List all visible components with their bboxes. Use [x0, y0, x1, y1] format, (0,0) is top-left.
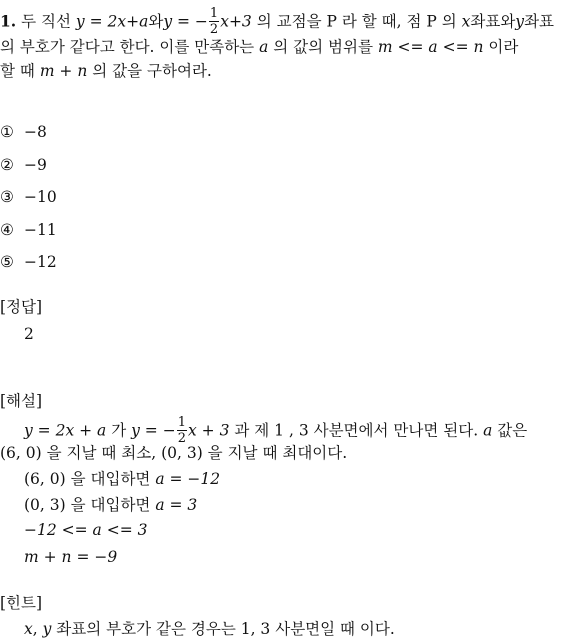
question-line-3	[0, 61, 212, 81]
explanation-line3-math: a = −12	[155, 470, 221, 488]
conjunction: 와	[148, 12, 164, 31]
question-line2-mid: 의 값의 범위를	[268, 38, 378, 56]
question-line2-prefix: 의 부호가 같다고 한다. 이를 만족하는	[0, 38, 260, 56]
y-variable: y	[515, 12, 525, 31]
x-variable: x	[461, 12, 471, 31]
explanation-line-6: m + n = −9	[24, 548, 118, 566]
hint-title: [힌트]	[0, 594, 43, 612]
question-line3-suffix: 의 값을 구하여라.	[87, 62, 212, 80]
choice-1[interactable]	[0, 121, 47, 143]
equation-2-fraction	[209, 7, 219, 36]
choice-4[interactable]	[0, 219, 57, 241]
question-line1-suffix: 의 교점을 P 라 할 때, 점 P 의	[251, 12, 462, 31]
question-line-1	[0, 8, 554, 37]
choice-3[interactable]	[0, 186, 57, 208]
explanation-line4-math: a = 3	[155, 496, 198, 514]
explanation-line-2: (6, 0) 을 지날 때 최소, (0, 3) 을 지날 때 최대이다.	[0, 444, 348, 462]
fraction-denominator: 2	[177, 431, 186, 446]
explanation-eq2-right: x + 3	[188, 421, 230, 440]
hint-line	[24, 619, 395, 639]
explanation-line4-text: (0, 3) 을 대입하면	[24, 496, 156, 514]
choice-marker: ①	[0, 123, 14, 141]
hint-y: y	[42, 620, 52, 638]
hint-text: 좌표의 부호가 같은 경우는 1, 3 사분면일 때 이다.	[51, 620, 395, 638]
choice-value: −9	[24, 156, 47, 174]
fraction-numerator: 1	[209, 6, 219, 21]
question-number: 1.	[0, 11, 17, 31]
explanation-eq1: y = 2x + a	[24, 421, 107, 440]
hint-separator: ,	[32, 620, 43, 638]
question-line1-prefix: 두 직선	[21, 12, 76, 31]
explanation-line-3	[24, 469, 220, 489]
equation-2-left: y = −	[163, 12, 208, 31]
explanation-line-4	[24, 495, 197, 515]
choice-value: −12	[24, 253, 57, 271]
choice-2[interactable]	[0, 154, 47, 176]
equation-2-right: x+3	[220, 12, 252, 31]
explanation-fraction	[177, 416, 187, 445]
sum-expression: m + n	[39, 62, 88, 80]
choice-value: −8	[24, 123, 47, 141]
question-line3-prefix: 할 때	[0, 62, 40, 80]
choice-5[interactable]	[0, 251, 57, 273]
choice-marker: ⑤	[0, 253, 14, 271]
choice-marker: ③	[0, 188, 14, 206]
fraction-denominator: 2	[209, 22, 219, 37]
fraction-numerator: 1	[177, 415, 186, 430]
answer-title: [정답]	[0, 298, 43, 316]
choice-marker: ②	[0, 156, 14, 174]
hint-x: x	[24, 620, 33, 638]
range-expression: m <= a <= n	[377, 38, 484, 56]
explanation-mid1: 가	[106, 421, 132, 440]
question-line-2	[0, 37, 518, 57]
question-line2-suffix: 이라	[483, 38, 519, 56]
choice-marker: ④	[0, 221, 14, 239]
explanation-line3-text: (6, 0) 을 대입하면	[24, 470, 156, 488]
explanation-eq2-left: y = −	[131, 421, 176, 440]
explanation-title: [해설]	[0, 392, 43, 410]
explanation-line-5: −12 <= a <= 3	[24, 521, 148, 539]
equation-1: y = 2x+a	[75, 12, 149, 31]
explanation-tail: 값은	[492, 421, 528, 440]
explanation-line-1	[24, 417, 527, 446]
choice-value: −11	[24, 221, 57, 239]
explanation-a: a	[483, 421, 493, 440]
choice-value: −10	[24, 188, 57, 206]
question-line1-tail1: 좌표와	[470, 12, 516, 31]
explanation-mid2: 과 제 1 , 3 사분면에서 만나면 된다.	[229, 421, 484, 440]
question-line1-tail2: 좌표	[524, 12, 555, 31]
answer-value: 2	[24, 325, 34, 343]
a-variable: a	[259, 38, 269, 56]
